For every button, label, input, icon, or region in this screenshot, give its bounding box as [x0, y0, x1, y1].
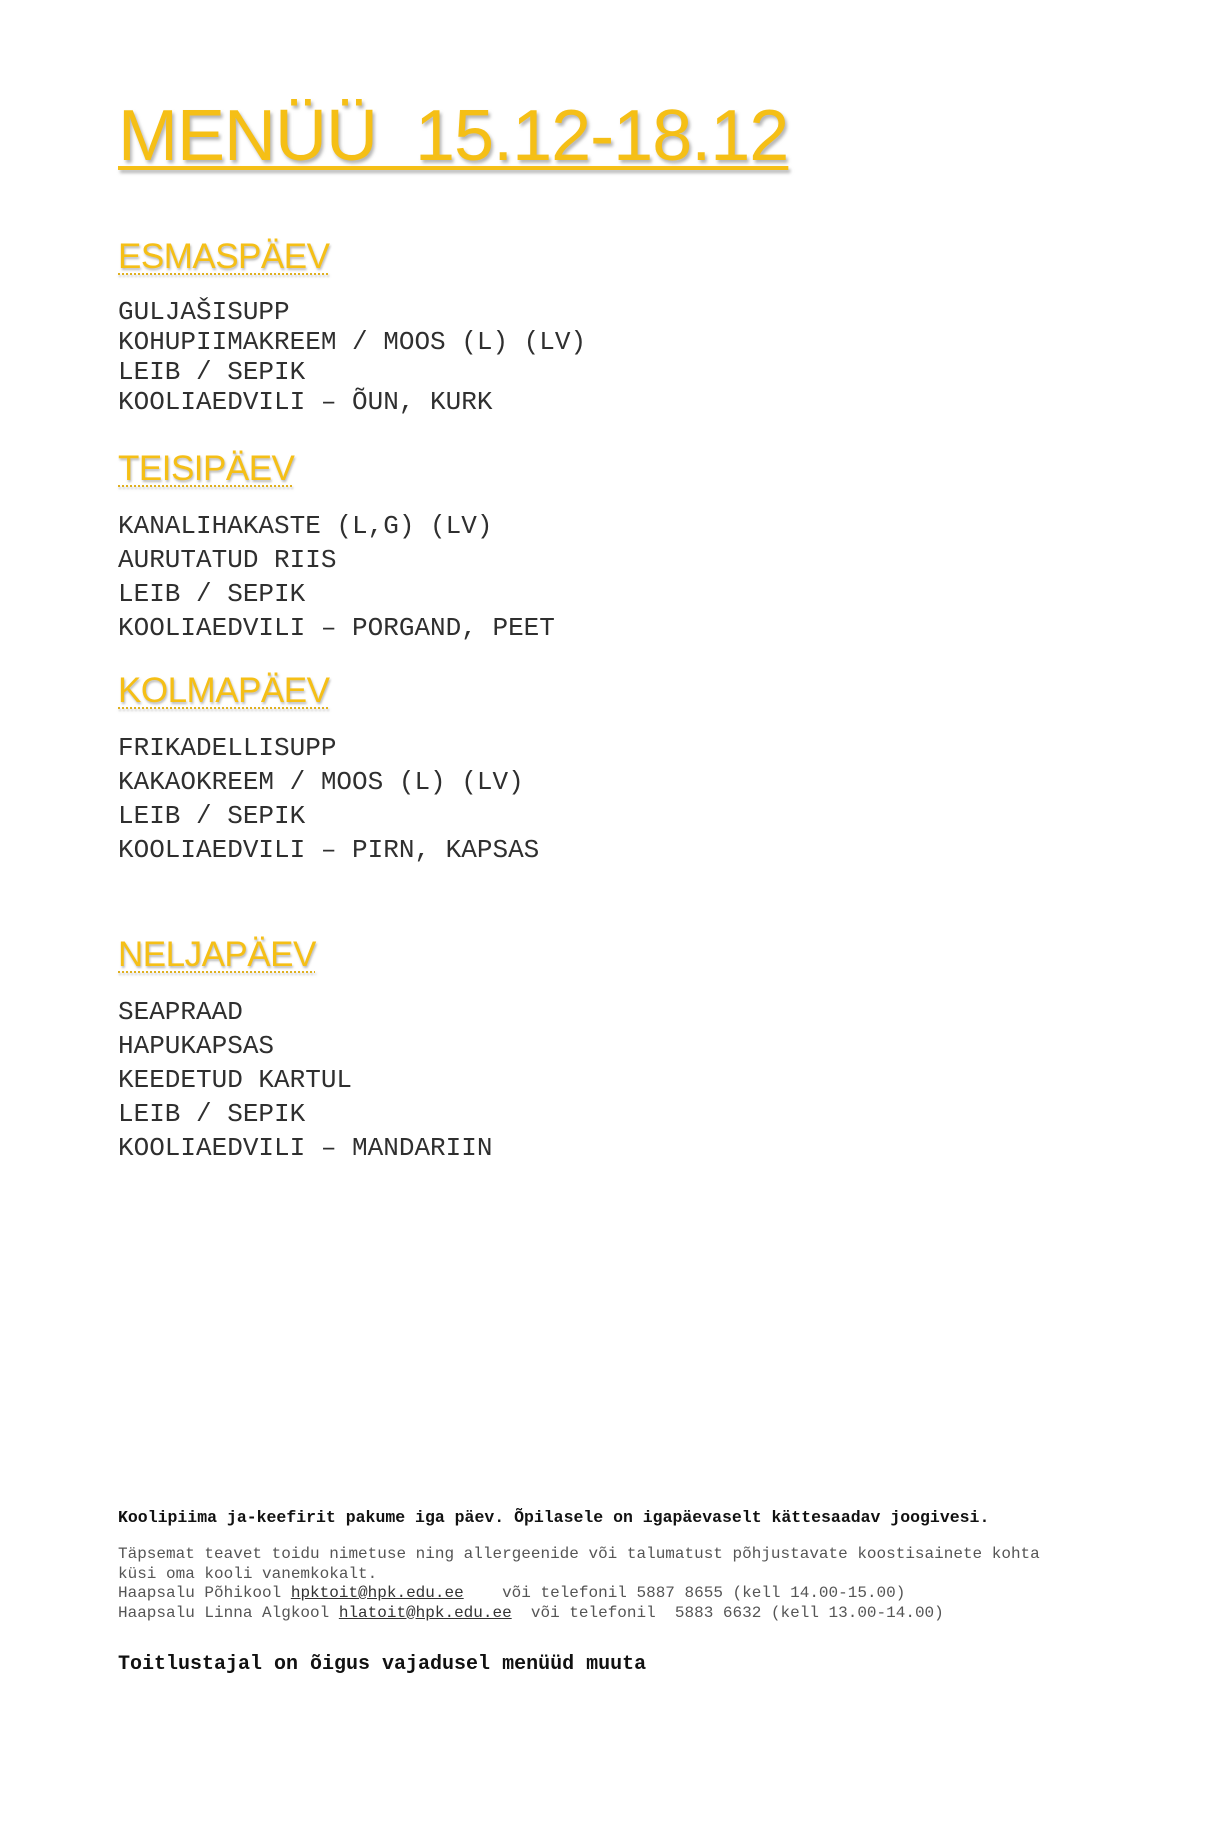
day-heading-thursday: NELJAPÄEV	[118, 935, 316, 974]
day-heading-tuesday: TEISIPÄEV	[118, 449, 295, 488]
footer-notes	[118, 1508, 1138, 1676]
day-heading-monday: ESMASPÄEV	[118, 237, 330, 276]
menu-item: KOOLIAEDVILI – PORGAND, PEET	[118, 612, 555, 643]
milk-note: Koolipiima ja-keefirit pakume iga päev. Õpilasele on igapäevaselt kättesaadav joogivesi.	[118, 1508, 990, 1527]
menu-item: KANALIHAKASTE (L,G) (LV)	[118, 510, 493, 541]
menu-items-thursday	[118, 995, 1118, 1165]
menu-item: KEEDETUD KARTUL	[118, 1064, 353, 1095]
contact-line-school1	[118, 1584, 1138, 1604]
menu-item: LEIB / SEPIK	[118, 800, 306, 831]
final-note: Toitlustajal on õigus vajadusel menüüd muuta	[118, 1653, 647, 1676]
menu-items-monday	[118, 297, 1118, 417]
info-line: küsi oma kooli vanemkokalt.	[118, 1564, 378, 1583]
day-section-tuesday	[118, 450, 1118, 645]
email-link-school1[interactable]: hpktoit@hpk.edu.ee	[290, 1584, 464, 1602]
menu-item: KOOLIAEDVILI – ÕUN, KURK	[118, 386, 493, 417]
menu-item: KOOLIAEDVILI – PIRN, KAPSAS	[118, 834, 540, 865]
menu-items-tuesday	[118, 509, 1118, 645]
menu-item: FRIKADELLISUPP	[118, 732, 337, 763]
allergen-info	[118, 1545, 1138, 1623]
menu-title: MENÜÜ 15.12-18.12	[118, 96, 789, 176]
day-section-monday	[118, 238, 1118, 417]
phone-info: või telefonil 5887 8655 (kell 14.00-15.00)	[502, 1584, 906, 1602]
day-section-thursday	[118, 936, 1118, 1165]
email-link-school2[interactable]: hlatoit@hpk.edu.ee	[338, 1603, 512, 1622]
menu-item: LEIB / SEPIK	[118, 578, 306, 609]
menu-items-wednesday	[118, 731, 1118, 867]
contact-line-school2	[118, 1604, 1138, 1624]
menu-item: GULJAŠISUPP	[118, 296, 290, 327]
menu-item: KAKAOKREEM / MOOS (L) (LV)	[118, 766, 524, 797]
menu-item: LEIB / SEPIK	[118, 356, 306, 387]
menu-item: KOOLIAEDVILI – MANDARIIN	[118, 1132, 493, 1163]
menu-item: KOHUPIIMAKREEM / MOOS (L) (LV)	[118, 326, 587, 357]
menu-item: HAPUKAPSAS	[118, 1030, 275, 1061]
info-line: Täpsemat teavet toidu nimetuse ning allergeenide või talumatust põhjustavate koostisainete kohta	[118, 1545, 1040, 1563]
menu-item: AURUTATUD RIIS	[118, 544, 337, 575]
school-name: Haapsalu Linna Algkool	[118, 1603, 330, 1622]
school-name: Haapsalu Põhikool	[118, 1584, 282, 1602]
day-heading-wednesday: KOLMAPÄEV	[118, 671, 330, 710]
day-section-wednesday	[118, 672, 1118, 867]
menu-item: SEAPRAAD	[118, 996, 243, 1027]
phone-info: või telefonil 5883 6632 (kell 13.00-14.00)	[530, 1603, 944, 1622]
menu-item: LEIB / SEPIK	[118, 1098, 306, 1129]
